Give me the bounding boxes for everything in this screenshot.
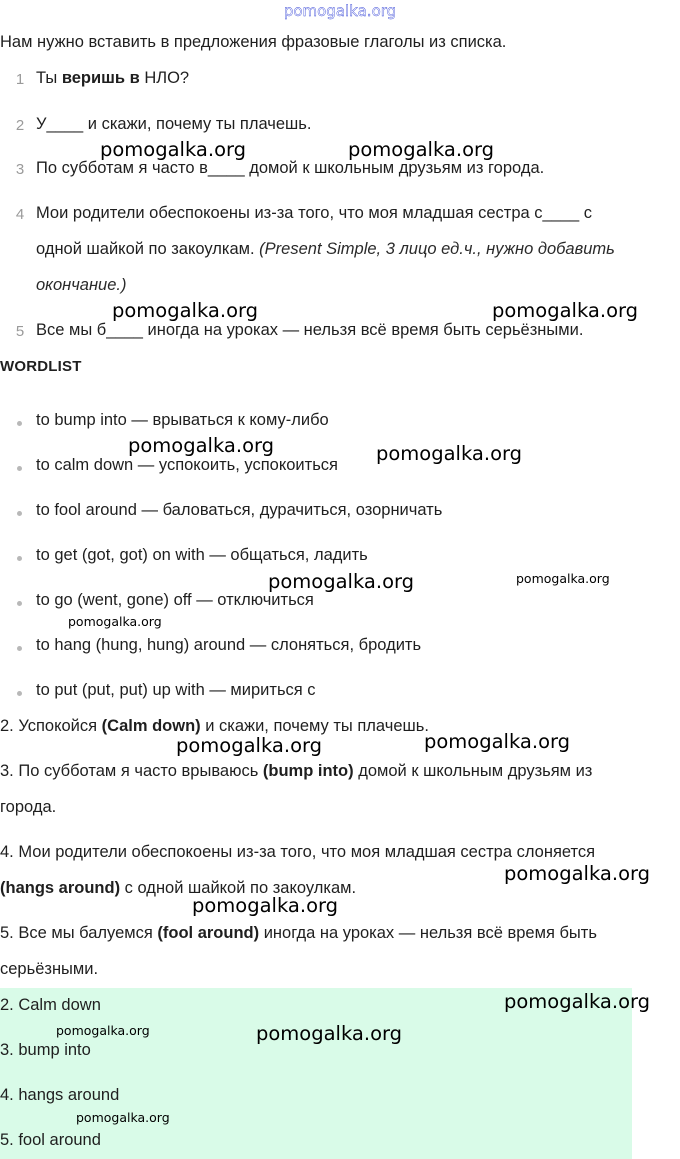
exercise-number: 4: [15, 206, 25, 223]
watermark: pomogalka.org: [68, 614, 162, 629]
solution-text: и скажи, почему ты плачешь.: [200, 717, 429, 735]
exercise-number: 2: [15, 117, 25, 134]
exercise-item-3: По субботам я часто в____ домой к школьным друзьям из города.: [36, 159, 545, 177]
wordlist-item: to hang (hung, hung) around — слоняться, бродить: [36, 636, 422, 654]
watermark: pomogalka.org: [516, 571, 610, 586]
bullet-icon: [17, 646, 22, 651]
exercise-hint: (Present Simple, 3 лицо ед.ч., нужно добавить: [259, 240, 615, 258]
wordlist-item: to bump into — врываться к кому-либо: [36, 411, 329, 429]
watermark: pomogalka.org: [348, 138, 495, 161]
solution-bold: (Calm down): [101, 717, 201, 735]
solution-3-line2: города.: [0, 798, 57, 816]
bullet-icon: [17, 466, 22, 471]
watermark: pomogalka.org: [424, 730, 571, 753]
watermark: pomogalka.org: [376, 442, 523, 465]
solution-5-line2: серьёзными.: [0, 960, 99, 978]
wordlist-item: to go (went, gone) off — отключиться: [36, 591, 314, 609]
exercise-item-1: [36, 69, 189, 88]
exercise-text: НЛО?: [139, 69, 190, 87]
watermark: pomogalka.org: [504, 990, 651, 1013]
intro-text: Нам нужно вставить в предложения фразовые глаголы из списка.: [0, 33, 507, 51]
solution-text: 5. Все мы балуемся: [0, 924, 158, 942]
solution-text: 3. По субботам я часто врываюсь: [0, 762, 263, 780]
watermark: pomogalka.org: [192, 894, 339, 917]
solution-text: иногда на уроках — нельзя всё время быть: [259, 924, 597, 942]
solution-bold: (hangs around): [0, 879, 121, 897]
exercise-bold: веришь в: [61, 69, 140, 87]
bullet-icon: [17, 691, 22, 696]
watermark: pomogalka.org: [256, 1022, 403, 1045]
wordlist-item: to calm down — успокоить, успокоиться: [36, 456, 338, 474]
exercise-number: 3: [15, 161, 25, 178]
site-header: [0, 2, 680, 20]
watermark: pomogalka.org: [268, 570, 415, 593]
answer-item: 4. hangs around: [0, 1086, 120, 1104]
solution-bold: (bump into): [262, 762, 354, 780]
bullet-icon: [17, 421, 22, 426]
bullet-icon: [17, 601, 22, 606]
solution-4: 4. Мои родители обеспокоены из-за того, что моя младшая сестра слоняется: [0, 843, 596, 861]
solution-text: домой к школьным друзьям из: [353, 762, 593, 780]
watermark: pomogalka.org: [112, 299, 259, 322]
exercise-text: Ты: [36, 69, 62, 87]
watermark: pomogalka.org: [76, 1110, 170, 1125]
watermark: pomogalka.org: [56, 1023, 150, 1038]
wordlist-item: to get (got, got) on with — общаться, ладить: [36, 546, 368, 564]
watermark: pomogalka.org: [176, 734, 323, 757]
exercise-item-2: У____ и скажи, почему ты плачешь.: [36, 115, 312, 133]
watermark: pomogalka.org: [100, 138, 247, 161]
exercise-number: 5: [15, 323, 25, 340]
wordlist-item: to fool around — баловаться, дурачиться, озорничать: [36, 501, 443, 519]
bullet-icon: [17, 556, 22, 561]
solution-text: 2. Успокойся: [0, 717, 102, 735]
site-header-text: pomogalka.org: [283, 2, 397, 20]
answer-item: 5. fool around: [0, 1131, 101, 1149]
answer-item: 2. Calm down: [0, 996, 101, 1014]
exercise-item-4: Мои родители обеспокоены из-за того, что моя младшая сестра с____ с: [36, 204, 593, 222]
wordlist-heading: WORDLIST: [0, 358, 82, 375]
watermark: pomogalka.org: [492, 299, 639, 322]
exercise-text: одной шайкой по закоулкам.: [36, 240, 260, 258]
wordlist-item: to put (put, put) up with — мириться с: [36, 681, 316, 699]
solution-3: [0, 762, 592, 781]
watermark: pomogalka.org: [504, 862, 651, 885]
solution-5: [0, 924, 597, 943]
solution-bold: (fool around): [157, 924, 260, 942]
exercise-item-5: Все мы б____ иногда на уроках — нельзя всё время быть серьёзными.: [36, 321, 584, 339]
solution-text: с одной шайкой по закоулкам.: [120, 879, 357, 897]
exercise-number: 1: [15, 71, 25, 88]
exercise-hint-line3: окончание.): [36, 276, 127, 294]
answer-item: 3. bump into: [0, 1041, 91, 1059]
bullet-icon: [17, 511, 22, 516]
watermark: pomogalka.org: [128, 434, 275, 457]
exercise-item-4-line2: [36, 240, 615, 259]
